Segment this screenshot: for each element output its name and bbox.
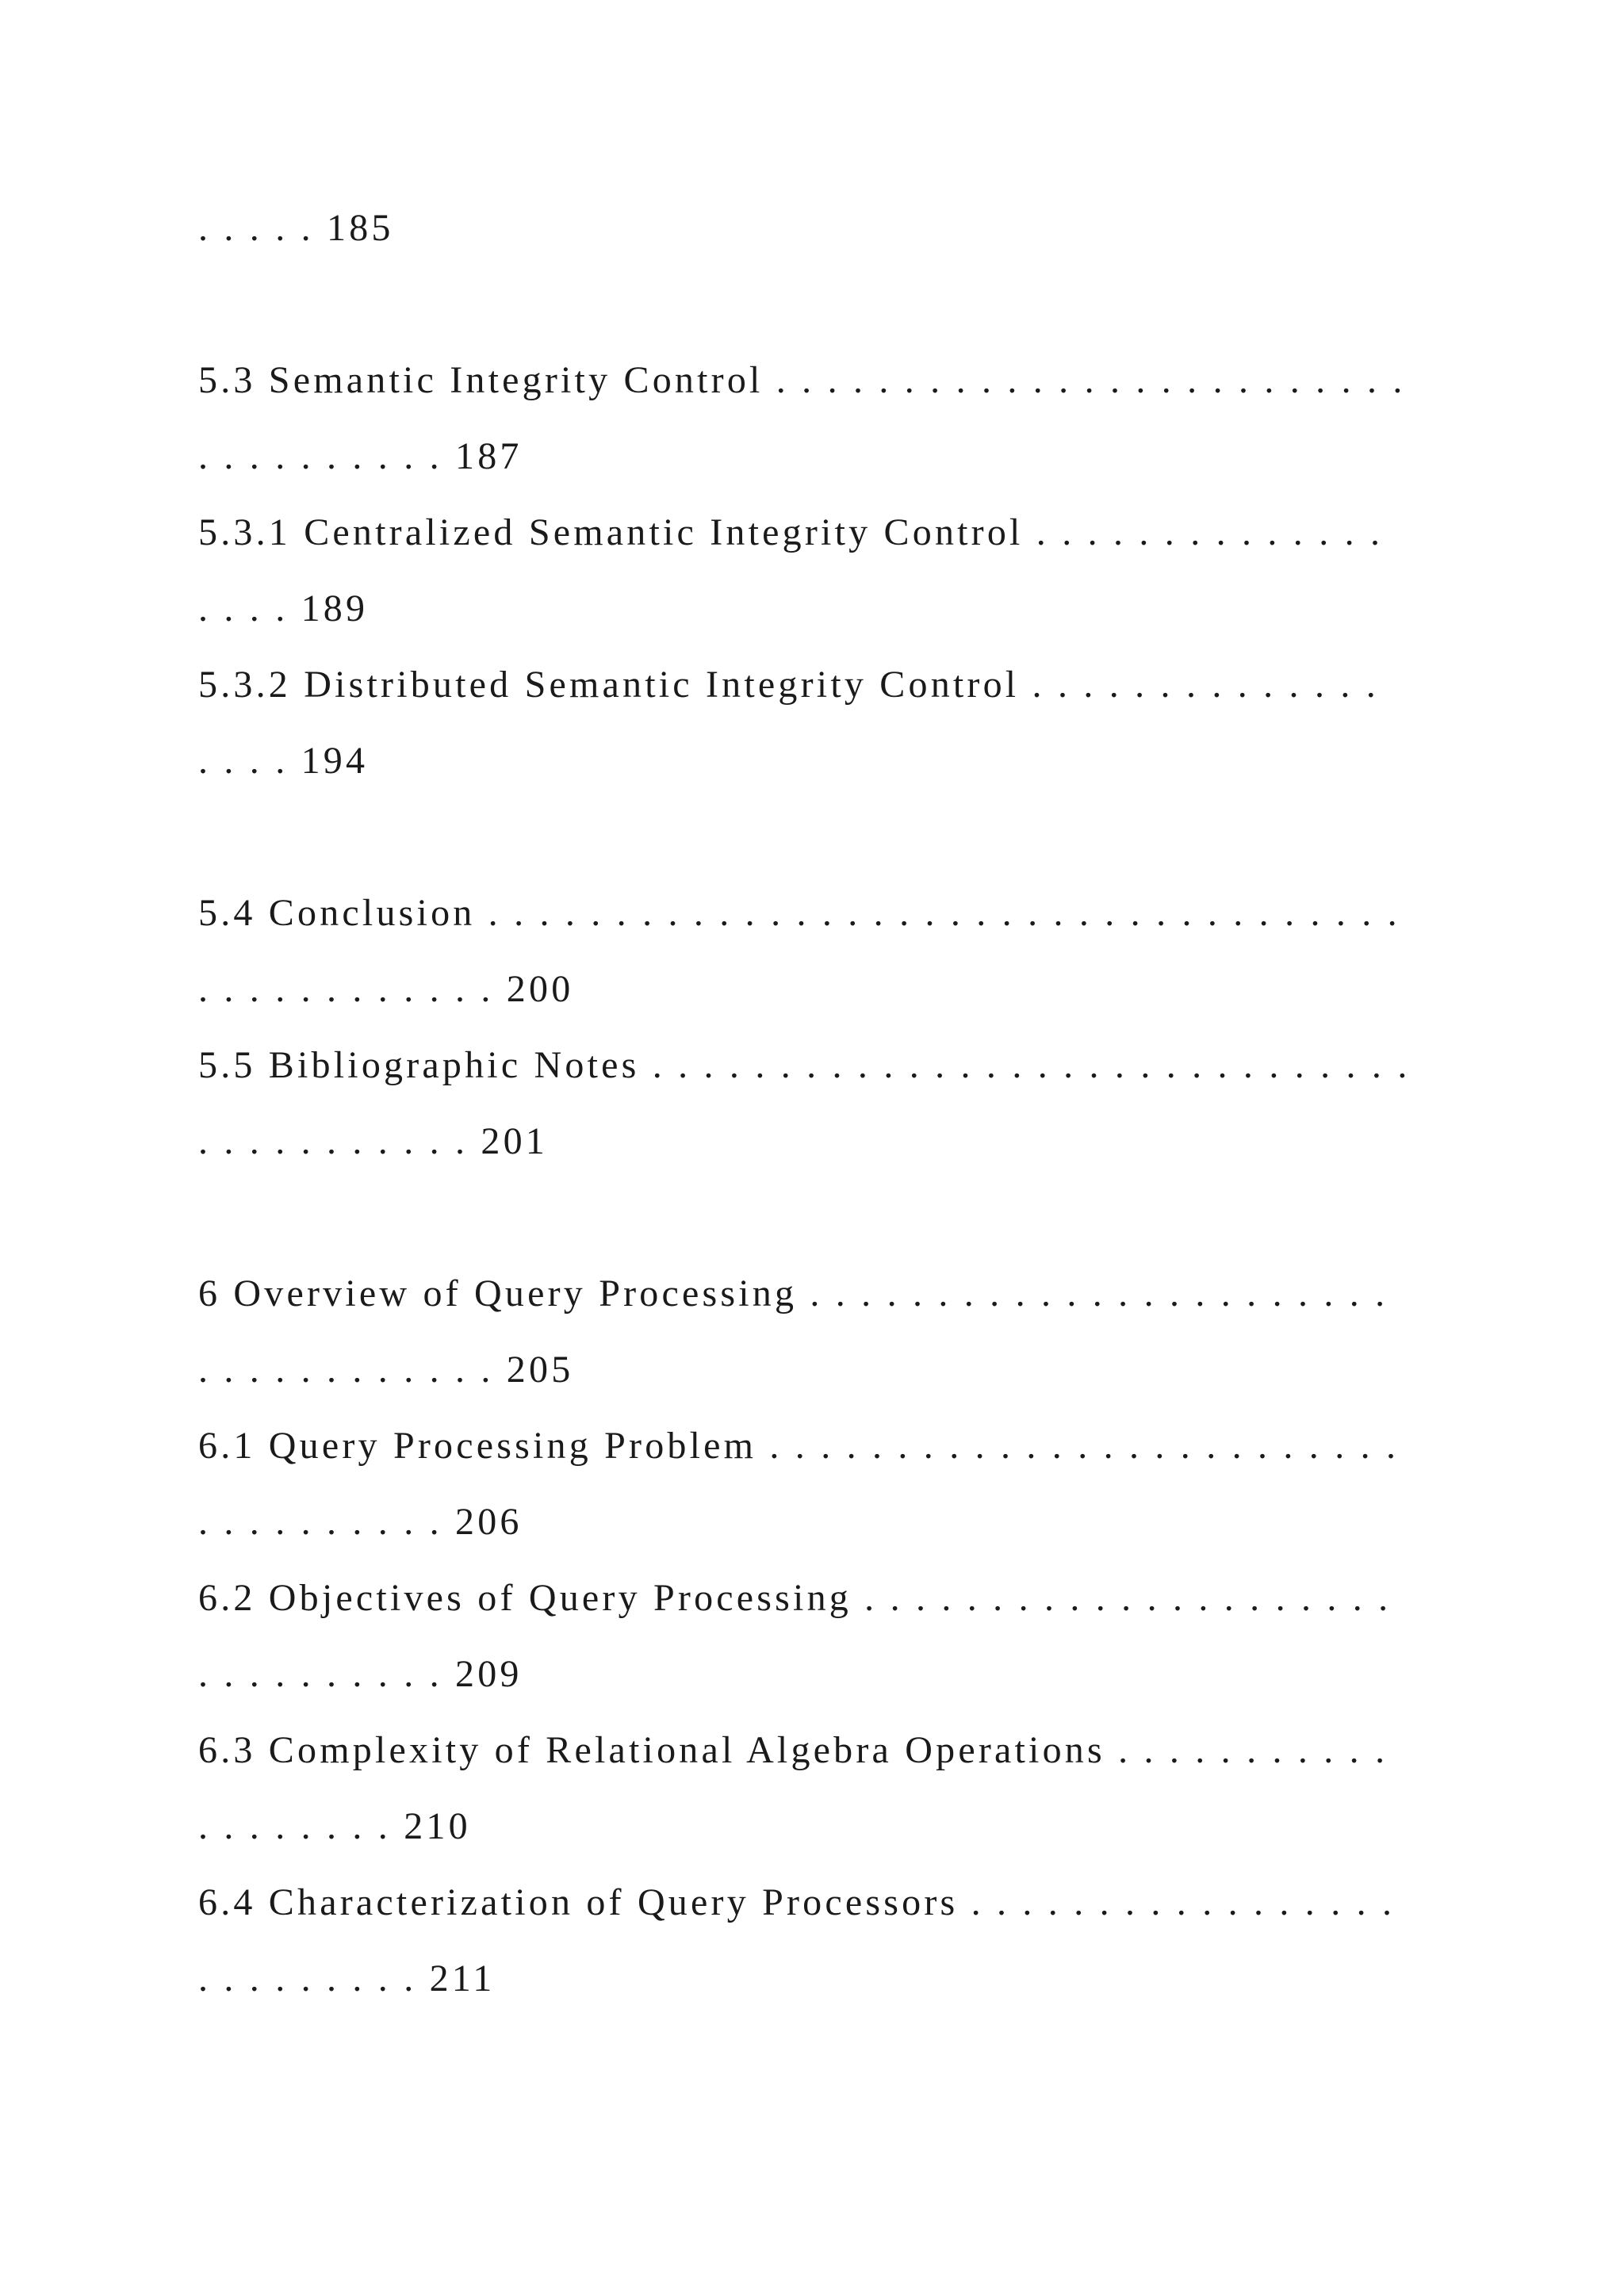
toc-entry-5-3-2: 5.3.2 Distributed Semantic Integrity Control . . . . . . . . . . . . . . [198, 664, 1379, 706]
toc-page-line: . . . . . . . . . . . . 200 [198, 968, 574, 1010]
toc-entry-5-3-1: 5.3.1 Centralized Semantic Integrity Control . . . . . . . . . . . . . . [198, 511, 1384, 553]
section-gap [198, 799, 1435, 875]
table-of-contents [198, 190, 1435, 2017]
toc-page-line: . . . . 194 [198, 740, 369, 782]
toc-page-line: . . . . . . . . 210 [198, 1805, 471, 1847]
toc-entry-5-4: 5.4 Conclusion . . . . . . . . . . . . . . . . . . . . . . . . . . . . . . . . . . . . [198, 892, 1400, 934]
toc-page-line: . . . . . . . . . . 206 [198, 1501, 523, 1543]
toc-entry-5-5: 5.5 Bibliographic Notes . . . . . . . . . . . . . . . . . . . . . . . . . . . . . . [198, 1044, 1411, 1086]
toc-page-line: . . . . . . . . . . 187 [198, 435, 523, 477]
toc-entry-6-4: 6.4 Characterization of Query Processors . . . . . . . . . . . . . . . . . [198, 1881, 1396, 1923]
toc-line: . . . . . 185 [198, 207, 394, 249]
toc-page-line: . . . . . . . . . 211 [198, 1957, 496, 1999]
toc-page-line: . . . . . . . . . . . . 205 [198, 1349, 574, 1391]
section-gap [198, 1180, 1435, 1256]
toc-entry-6: 6 Overview of Query Processing . . . . . . . . . . . . . . . . . . . . . . . [198, 1272, 1388, 1314]
toc-page-line: . . . . . . . . . . 209 [198, 1653, 523, 1695]
toc-page-line: . . . . . . . . . . . 201 [198, 1120, 548, 1162]
toc-entry-6-3: 6.3 Complexity of Relational Algebra Operations . . . . . . . . . . . [198, 1729, 1388, 1771]
toc-entry-6-2: 6.2 Objectives of Query Processing . . . . . . . . . . . . . . . . . . . . . [198, 1577, 1392, 1619]
toc-entry-5-3: 5.3 Semantic Integrity Control . . . . . . . . . . . . . . . . . . . . . . . . . [198, 359, 1406, 401]
section-gap [198, 266, 1435, 342]
toc-entry-6-1: 6.1 Query Processing Problem . . . . . . . . . . . . . . . . . . . . . . . . . [198, 1425, 1400, 1467]
toc-page-line: . . . . 189 [198, 587, 369, 629]
